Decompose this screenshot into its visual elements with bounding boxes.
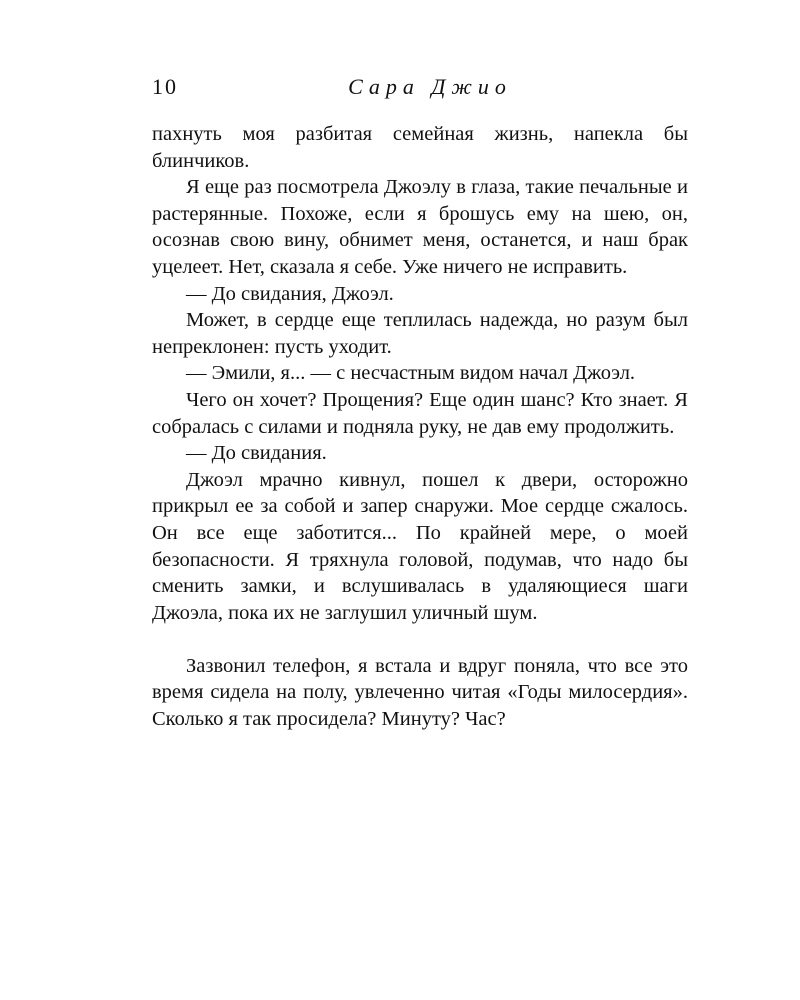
paragraph: Я еще раз посмотрела Джоэлу в глаза, такие печальные и растерянные. Похоже, если я брошусь ему на шею, он, осознав свою вину, обнимет меня, останется, и наш брак уцелеет. Нет, сказала я себе. Уже ничего не исправить. — [152, 176, 688, 278]
paragraph: Джоэл мрачно кивнул, пошел к двери, осторожно прикрыл ее за собой и запер снаружи. Мое сердце сжалось. Он все еще заботится... По крайней мере, о моей безопасности. Я тряхнула головой, подумав, что надо бы сменить замки, и вслушивалась в удаляющиеся шаги Джоэла, пока их не заглушил уличный шум. — [152, 468, 688, 624]
dialogue-line: — Эмили, я... — с несчастным видом начал Джоэл. — [186, 362, 636, 385]
page-header — [152, 74, 688, 106]
paragraph: Может, в сердце еще теплилась надежда, но разум был непреклонен: пусть уходит. — [152, 309, 688, 358]
paragraph: Чего он хочет? Прощения? Еще один шанс? Кто знает. Я собралась с силами и подняла руку, не дав ему продолжить. — [152, 388, 688, 438]
running-head-author: Сара Джио — [348, 74, 512, 99]
paragraph: Зазвонил телефон, я встала и вдруг поняла, что все это время сидела на полу, увлеченно читая «Годы милосердия». Сколько я так просидела? Минуту? Час? — [152, 654, 688, 731]
body-text — [152, 121, 688, 733]
paragraph: пахнуть моя разбитая семейная жизнь, напекла бы блинчиков. — [152, 123, 688, 172]
page-number: 10 — [152, 74, 178, 99]
dialogue-line: — До свидания. — [186, 442, 327, 465]
dialogue-line: — До свидания, Джоэл. — [186, 282, 394, 305]
